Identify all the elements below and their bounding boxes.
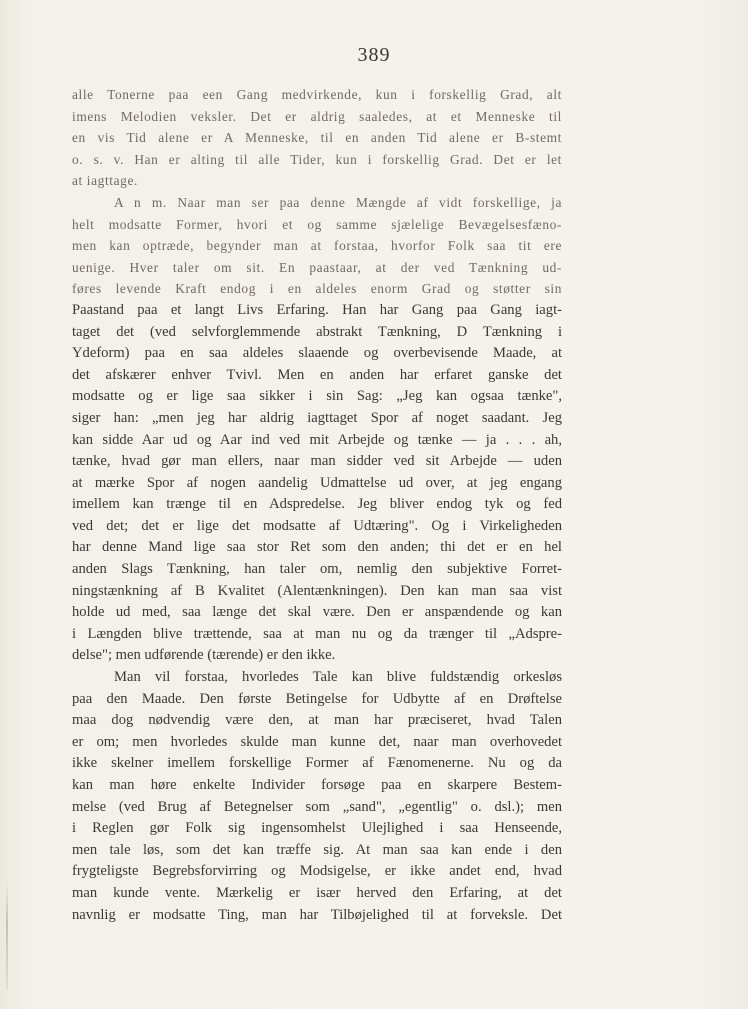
text-line: at mærke Spor af nogen aandelig Udmattelse ud over, at jeg engang — [72, 474, 562, 491]
page-number: 389 — [357, 44, 391, 66]
text-line: Paastand paa et langt Livs Erfaring. Han har Gang paa Gang iagt- — [72, 301, 562, 318]
text-line: at iagttage. — [72, 173, 138, 189]
text-line: helt modsatte Former, hvori et og samme sjælelige Bevægelsesfæno- — [72, 216, 562, 232]
text-line: er om; men hvorledes skulde man kunne det, naar man overhovedet — [72, 733, 562, 750]
text-line: ved det; det er lige det modsatte af Udtæring". Og i Virkeligheden — [72, 517, 562, 534]
text-line: holde ud med, saa længe det skal være. Den er anspændende og kan — [72, 604, 562, 621]
text-line: men kan optræde, begynder man at forstaa, hvorfor Folk saa tit ere — [72, 238, 562, 254]
text-line: o. s. v. Han er alting til alle Tider, kun i forskellig Grad. Det er let — [72, 151, 562, 167]
text-line: frygteligste Begrebsforvirring og Modsigelse, er ikke andet end, hvad — [72, 863, 562, 880]
text-line: har denne Mand lige saa stor Ret som den anden; thi det er en hel — [72, 539, 562, 556]
text-line: Ydeform) paa en saa aldeles slaaende og overbevisende Maade, at — [72, 345, 562, 362]
text-line: anden Slags Tænkning, han taler om, nemlig den subjektive Forret- — [72, 561, 562, 578]
text-line: siger han: „men jeg har aldrig iagttaget Spor af noget saadant. Jeg — [72, 409, 562, 426]
text-line: navnlig er modsatte Ting, man har Tilbøjelighed til at forveksle. Det — [72, 906, 562, 923]
text-line: i Længden blive trættende, saa at man nu og da trænger til „Adspre- — [72, 625, 562, 642]
text-line: ikke skelner imellem forskellige Former af Fænomenerne. Nu og da — [72, 755, 562, 772]
text-line: ningstænkning af B Kvalitet (Alentænkningen). Den kan man saa vist — [72, 582, 562, 599]
text-line: maa dog nødvendig være den, at man har præciseret, hvad Talen — [72, 712, 562, 729]
text-line: delse"; men udførende (tærende) er den ikke. — [72, 647, 336, 664]
text-line: kan man høre enkelte Individer forsøge paa en skarpere Bestem- — [72, 777, 562, 793]
text-line: melse (ved Brug af Betegnelser som „sand", „egentlig" o. dsl.); men — [72, 798, 562, 815]
text-line: imens Melodien veksler. Det er aldrig saaledes, at et Menneske til — [72, 108, 562, 124]
text-line: alle Tonerne paa een Gang medvirkende, kun i forskellig Grad, alt — [72, 87, 562, 102]
text-line: uenige. Hver taler om sit. En paastaar, at der ved Tænkning ud- — [72, 259, 562, 275]
text-line: men tale løs, som det kan træffe sig. At man saa kan ende i den — [72, 841, 562, 858]
text-line: modsatte og er lige saa sikker i sin Sag: „Jeg kan ogsaa tænke", — [72, 388, 562, 405]
paragraph-first-line: Man vil forstaa, hvorledes Tale kan blive fuldstændig orkesløs — [114, 669, 562, 686]
text-line: tænke, hvad gør man ellers, naar man sidder ved sit Arbejde — uden — [72, 453, 562, 470]
text-line: en vis Tid alene er A Menneske, til en anden Tid alene er B-stemt — [72, 130, 562, 146]
text-line: kan sidde Aar ud og Aar ind ved mit Arbejde og tænke — ja . . . ah, — [72, 431, 562, 448]
text-line: det afskærer enhver Tvivl. Men en anden har erfaret ganske det — [72, 366, 562, 383]
page-edge-shadow — [6, 880, 8, 990]
text-line: paa den Maade. Den første Betingelse for Udbytte af en Drøftelse — [72, 690, 562, 707]
text-line: føres levende Kraft endog i en aldeles enorm Grad og støtter sin — [72, 281, 562, 297]
body-text — [72, 84, 562, 926]
note-text-line: A n m. Naar man ser paa denne Mængde af vidt forskellige, ja — [114, 194, 562, 210]
text-line: i Reglen gør Folk sig ingensomhelst Ulejlighed i saa Henseende, — [72, 820, 562, 837]
text-line: taget det (ved selvforglemmende abstrakt Tænkning, D Tænkning i — [72, 323, 562, 340]
text-line: man kunde vente. Mærkelig er især herved den Erfaring, at det — [72, 884, 562, 901]
text-line: imellem kan trænge til en Adspredelse. Jeg bliver endog tyk og fed — [72, 496, 562, 513]
